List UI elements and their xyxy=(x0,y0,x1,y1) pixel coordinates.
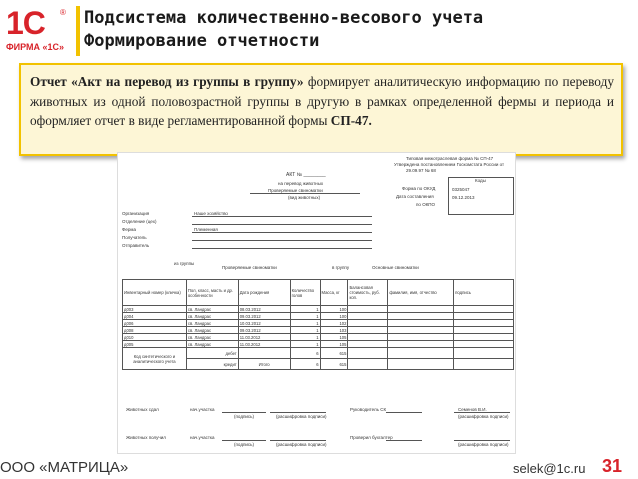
total-label: Итого xyxy=(238,359,290,370)
cell-sign xyxy=(454,327,514,334)
cell-date: 11.03.2012 xyxy=(238,341,290,348)
cell-value xyxy=(348,334,388,341)
code-label: Код синтетического и аналитического учета xyxy=(123,348,187,370)
receiver-label: Получатель xyxy=(122,235,147,240)
act-title: АКТ № ________ xyxy=(286,172,326,178)
signature-hint: (подпись) xyxy=(234,414,255,419)
sender-label: Отправитель xyxy=(122,243,150,248)
decode-hint: (расшифровка подписи) xyxy=(458,414,509,419)
column-header: подпись xyxy=(454,280,514,306)
cell-sign xyxy=(454,341,514,348)
description-box xyxy=(19,63,623,156)
okud-label: Форма по ОКУД xyxy=(402,186,436,191)
okud-value: 0325047 xyxy=(452,187,470,192)
total-mass: 615 xyxy=(320,359,348,370)
cell-sign xyxy=(454,313,514,320)
form-code: СП-47. xyxy=(330,113,372,128)
logo-registered-icon: ® xyxy=(60,8,66,17)
cell-value xyxy=(348,327,388,334)
animal-type-underline xyxy=(250,193,360,194)
sign-line xyxy=(386,412,422,413)
cell-num: д008 xyxy=(123,327,187,334)
sign-line xyxy=(222,440,266,441)
cell-empty xyxy=(388,348,454,359)
table-row xyxy=(123,341,514,348)
sign-line xyxy=(454,440,510,441)
cell-breed: св. Ландрас xyxy=(186,320,238,327)
date-label: Дата составления xyxy=(396,194,434,199)
farm-underline xyxy=(192,232,372,233)
cell-empty xyxy=(348,348,388,359)
cell-mass: 103 xyxy=(320,327,348,334)
dept-underline xyxy=(192,224,372,225)
decode-hint: (расшифровка подписи) xyxy=(276,442,327,447)
column-header: фамилия, имя, отчество xyxy=(388,280,454,306)
description-body: формирует аналитическую информацию по переводу животных из одной половозрастной группы в другую в рамках определенной фермы и периода и оформляет отчет в виде регламентированной формы xyxy=(30,74,614,128)
total-qty: 6 xyxy=(290,359,320,370)
dept-label: Отделение (цех) xyxy=(122,219,157,224)
cell-empty xyxy=(454,359,514,370)
column-header: Масса, кг xyxy=(320,280,348,306)
cell-date: 09.03.2012 xyxy=(238,313,290,320)
column-header: Инвентарный номер (кличка) xyxy=(123,280,187,306)
codes-label: Коды xyxy=(475,178,486,183)
sign-line xyxy=(454,412,510,413)
cell-mass: 105 xyxy=(320,341,348,348)
cell-worker xyxy=(388,327,454,334)
sign-line xyxy=(386,440,422,441)
cell-qty: 1 xyxy=(290,327,320,334)
cell-qty: 1 xyxy=(290,320,320,327)
table-row xyxy=(123,306,514,313)
cell-date: 09.03.2012 xyxy=(238,327,290,334)
page-number: 31 xyxy=(602,456,623,476)
cell-breed: св. Ландрас xyxy=(186,313,238,320)
column-header: Балансовая стоимость, руб. коп. xyxy=(348,280,388,306)
report-form-preview xyxy=(117,152,516,454)
unit-head-label: нач.участка xyxy=(190,407,215,412)
logo-caption: ФИРМА «1С» xyxy=(6,42,65,52)
head-sk-label: Руководитель СК xyxy=(350,407,387,412)
farm-value: Племенная xyxy=(194,227,218,232)
signature-hint: (подпись) xyxy=(234,442,255,447)
unit-head-label: нач.участка xyxy=(190,435,215,440)
received-label: Животных получил xyxy=(126,435,166,440)
total-mass-debit: 615 xyxy=(320,348,348,359)
cell-breed: св. Ландрас xyxy=(186,327,238,334)
logo-mark: 1С xyxy=(6,5,45,41)
cell-value xyxy=(348,306,388,313)
cell-worker xyxy=(388,334,454,341)
cell-worker xyxy=(388,320,454,327)
footer-email: selek@1c.ru xyxy=(513,461,586,476)
column-header: Количество голов xyxy=(290,280,320,306)
from-group-value: Проверяемые свиноматки xyxy=(222,265,277,270)
page-subtitle: Формирование отчетности xyxy=(84,31,320,51)
form-header-line-1: Типовая межотраслевая форма № СП-47 xyxy=(406,156,494,161)
sender-underline xyxy=(192,248,372,249)
cell-value xyxy=(348,313,388,320)
table-row xyxy=(123,320,514,327)
codes-box xyxy=(448,177,514,215)
form-header-line-2: Утверждена постановлением Госкомстата России от xyxy=(394,162,505,167)
cell-num: д005 xyxy=(123,341,187,348)
to-group-value: Основные свиноматки xyxy=(372,265,419,270)
cell-breed: св. Ландрас xyxy=(186,306,238,313)
cell-qty: 1 xyxy=(290,341,320,348)
handed-label: Животных сдал xyxy=(126,407,159,412)
decode-hint: (расшифровка подписи) xyxy=(458,442,509,447)
sign-line xyxy=(270,440,326,441)
okpo-label: по ОКПО xyxy=(416,202,436,207)
cell-empty xyxy=(238,348,290,359)
total-qty-debit: 6 xyxy=(290,348,320,359)
debit-label: дебет xyxy=(186,348,238,359)
cell-mass: 102 xyxy=(320,320,348,327)
cell-qty: 1 xyxy=(290,313,320,320)
page-title: Подсистема количественно-весового учета xyxy=(84,8,484,28)
cell-date: 08.03.2012 xyxy=(238,306,290,313)
receiver-underline xyxy=(192,240,372,241)
description-text xyxy=(30,72,614,131)
to-group-label: в группу xyxy=(332,265,350,270)
form-header-line-3: 29.09.97 № 68 xyxy=(406,168,436,173)
company-logo xyxy=(6,6,70,54)
footer-company: ООО «МАТРИЦА» xyxy=(0,459,129,476)
from-group-label: из группы xyxy=(174,261,195,266)
farm-label: Ферма xyxy=(122,227,137,232)
title-accent-bar xyxy=(76,6,80,56)
cell-date: 11.03.2012 xyxy=(238,334,290,341)
date-value: 09.12.2013 xyxy=(452,195,475,200)
column-header: Дата рождения xyxy=(238,280,290,306)
cell-sign xyxy=(454,334,514,341)
act-animal-type: Проверяемые свиноматки xyxy=(268,188,323,193)
table-row xyxy=(123,313,514,320)
org-label: Организация xyxy=(122,211,150,216)
animals-table xyxy=(122,279,514,370)
cell-qty: 1 xyxy=(290,306,320,313)
head-sk-name: Семенов В.И. xyxy=(458,407,487,412)
cell-sign xyxy=(454,306,514,313)
total-debit-row xyxy=(123,348,514,359)
cell-empty xyxy=(388,359,454,370)
cell-date: 10.03.2012 xyxy=(238,320,290,327)
table-row xyxy=(123,327,514,334)
decode-hint: (расшифровка подписи) xyxy=(276,414,327,419)
animal-type-hint: (вид животных) xyxy=(288,195,321,200)
cell-qty: 1 xyxy=(290,334,320,341)
cell-empty xyxy=(454,348,514,359)
cell-breed: св. Ландрас xyxy=(186,341,238,348)
cell-mass: 100 xyxy=(320,306,348,313)
org-value: Наше хозяйство xyxy=(194,211,228,216)
cell-mass: 105 xyxy=(320,334,348,341)
cell-num: д010 xyxy=(123,334,187,341)
column-header: Пол, класс, масть и др. особенности xyxy=(186,280,238,306)
cell-worker xyxy=(388,313,454,320)
credit-label: кредит xyxy=(186,359,238,370)
cell-num: д003 xyxy=(123,306,187,313)
cell-empty xyxy=(348,359,388,370)
report-name: Отчет «Акт на перевод из группы в группу» xyxy=(30,74,304,89)
cell-worker xyxy=(388,341,454,348)
cell-mass: 100 xyxy=(320,313,348,320)
cell-num: д004 xyxy=(123,313,187,320)
sign-line xyxy=(222,412,266,413)
cell-breed: св. Ландрас xyxy=(186,334,238,341)
cell-num: д006 xyxy=(123,320,187,327)
cell-value xyxy=(348,320,388,327)
checked-label: Проверил бухгалтер xyxy=(350,435,393,440)
sign-line xyxy=(270,412,326,413)
cell-worker xyxy=(388,306,454,313)
org-underline xyxy=(192,216,372,217)
act-subtitle: на перевод животных xyxy=(278,181,324,186)
cell-sign xyxy=(454,320,514,327)
table-row xyxy=(123,334,514,341)
cell-value xyxy=(348,341,388,348)
